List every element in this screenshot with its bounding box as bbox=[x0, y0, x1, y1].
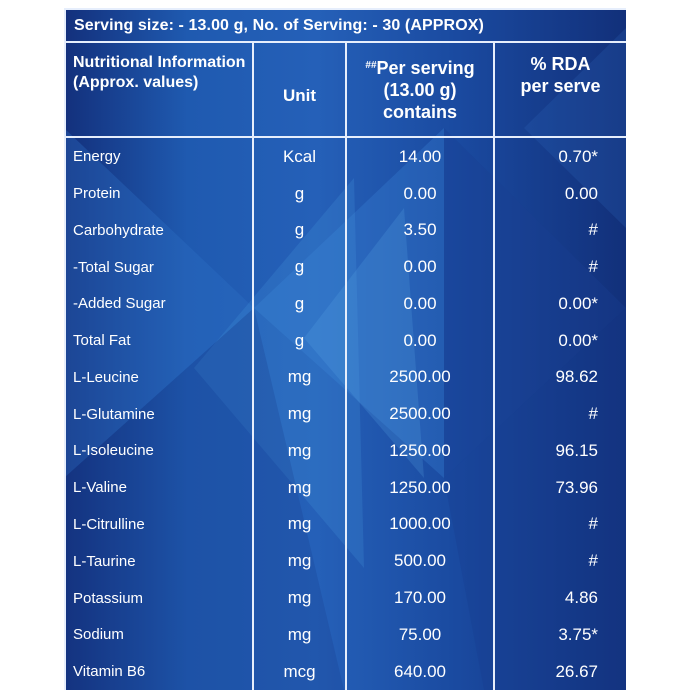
header-per-serving bbox=[346, 42, 494, 137]
nutrient-name: Protein bbox=[65, 175, 253, 212]
nutrient-value: 640.00 bbox=[346, 653, 494, 690]
nutrient-rda: 4.86 bbox=[494, 580, 626, 617]
nutrient-unit: mcg bbox=[253, 653, 346, 690]
header-per-line3: contains bbox=[382, 101, 457, 122]
nutrient-rda: 98.62 bbox=[494, 359, 626, 396]
nutrient-unit: g bbox=[253, 175, 346, 212]
nutrient-name: Carbohydrate bbox=[65, 212, 253, 249]
header-name-line2: (Approx. values) bbox=[73, 74, 199, 92]
nutrient-unit: mg bbox=[253, 433, 346, 470]
nutrient-rda: 0.00* bbox=[494, 286, 626, 323]
header-row bbox=[65, 42, 626, 137]
header-name-line1: Nutritional Information bbox=[73, 54, 246, 72]
nutrient-value: 500.00 bbox=[346, 543, 494, 580]
nutrition-label-panel bbox=[64, 8, 626, 690]
nutrient-rda: 96.15 bbox=[494, 433, 626, 470]
nutrient-unit: g bbox=[253, 249, 346, 286]
header-rda-line2: per serve bbox=[520, 76, 601, 97]
nutrient-rows bbox=[65, 137, 626, 690]
nutrient-rda: 0.00* bbox=[494, 322, 626, 359]
nutrient-unit: mg bbox=[253, 359, 346, 396]
nutrient-value: 0.00 bbox=[346, 249, 494, 286]
nutrient-unit: g bbox=[253, 212, 346, 249]
table-row bbox=[65, 506, 626, 543]
nutrient-rda: # bbox=[494, 506, 626, 543]
table-row bbox=[65, 653, 626, 690]
header-per-mark: ## bbox=[365, 59, 377, 71]
nutrient-unit: mg bbox=[253, 543, 346, 580]
nutrient-unit: mg bbox=[253, 506, 346, 543]
nutrient-unit: mg bbox=[253, 396, 346, 433]
nutrient-rda: 73.96 bbox=[494, 469, 626, 506]
nutrient-value: 2500.00 bbox=[346, 359, 494, 396]
nutrient-unit: g bbox=[253, 286, 346, 323]
nutrient-unit: Kcal bbox=[253, 137, 346, 175]
serving-info: Serving size: - 13.00 g, No. of Serving: - 30 (APPROX) bbox=[65, 9, 626, 42]
nutrient-value: 1250.00 bbox=[346, 433, 494, 470]
nutrient-rda: 0.00 bbox=[494, 175, 626, 212]
nutrient-rda: 3.75* bbox=[494, 616, 626, 653]
nutrient-rda: # bbox=[494, 543, 626, 580]
nutrient-value: 1000.00 bbox=[346, 506, 494, 543]
nutrient-name: Total Fat bbox=[65, 322, 253, 359]
table-row bbox=[65, 322, 626, 359]
nutrient-value: 14.00 bbox=[346, 137, 494, 175]
nutrient-rda: # bbox=[494, 249, 626, 286]
nutrient-unit: mg bbox=[253, 580, 346, 617]
nutrition-table bbox=[64, 8, 626, 690]
nutrient-rda: # bbox=[494, 396, 626, 433]
nutrient-value: 2500.00 bbox=[346, 396, 494, 433]
table-row bbox=[65, 212, 626, 249]
serving-row bbox=[65, 9, 626, 42]
header-per-line1: Per serving bbox=[376, 57, 475, 78]
nutrient-value: 75.00 bbox=[346, 616, 494, 653]
header-nutritional-information bbox=[65, 42, 253, 137]
nutrient-value: 0.00 bbox=[346, 322, 494, 359]
table-row bbox=[65, 175, 626, 212]
table-row bbox=[65, 543, 626, 580]
table-row bbox=[65, 137, 626, 175]
header-rda-line1: % RDA bbox=[530, 54, 591, 75]
nutrient-name: L-Valine bbox=[65, 469, 253, 506]
nutrient-name: Potassium bbox=[65, 580, 253, 617]
nutrient-value: 3.50 bbox=[346, 212, 494, 249]
nutrient-name: L-Glutamine bbox=[65, 396, 253, 433]
nutrient-value: 0.00 bbox=[346, 286, 494, 323]
nutrient-unit: g bbox=[253, 322, 346, 359]
nutrient-rda: 26.67 bbox=[494, 653, 626, 690]
table-row bbox=[65, 286, 626, 323]
table-row bbox=[65, 580, 626, 617]
header-unit: Unit bbox=[253, 42, 346, 137]
table-row bbox=[65, 396, 626, 433]
nutrient-name: L-Leucine bbox=[65, 359, 253, 396]
nutrient-value: 0.00 bbox=[346, 175, 494, 212]
nutrient-name: L-Taurine bbox=[65, 543, 253, 580]
nutrient-rda: # bbox=[494, 212, 626, 249]
nutrient-name: L-Isoleucine bbox=[65, 433, 253, 470]
nutrient-unit: mg bbox=[253, 469, 346, 506]
nutrient-name: -Added Sugar bbox=[65, 286, 253, 323]
nutrient-value: 1250.00 bbox=[346, 469, 494, 506]
header-rda bbox=[494, 42, 626, 137]
nutrient-name: Sodium bbox=[65, 616, 253, 653]
nutrient-value: 170.00 bbox=[346, 580, 494, 617]
table-row bbox=[65, 469, 626, 506]
nutrient-rda: 0.70* bbox=[494, 137, 626, 175]
nutrient-name: Energy bbox=[65, 137, 253, 175]
table-row bbox=[65, 249, 626, 286]
table-row bbox=[65, 433, 626, 470]
nutrient-name: L-Citrulline bbox=[65, 506, 253, 543]
nutrient-name: Vitamin B6 bbox=[65, 653, 253, 690]
header-per-line2: (13.00 g) bbox=[383, 79, 457, 100]
table-row bbox=[65, 359, 626, 396]
nutrient-unit: mg bbox=[253, 616, 346, 653]
nutrient-name: -Total Sugar bbox=[65, 249, 253, 286]
table-row bbox=[65, 616, 626, 653]
